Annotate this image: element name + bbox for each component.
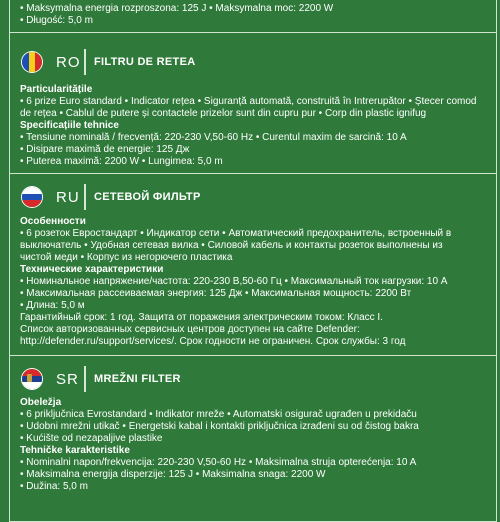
features-line-ro-1: • 6 prize Euro standard • Indicator rețea • Siguranță automată, construită în Intrerupător • Ștecer comod	[20, 96, 477, 107]
top-line-1: • Maksymalna energia rozproszona: 125 J • Maksymalna moc: 2200 W	[20, 3, 334, 14]
specs-heading-ro: Specificațiile tehnice	[20, 120, 119, 131]
specs-line-ru-1: • Номинальное напряжение/частота: 220-230 В,50-60 Гц • Максимальный ток нагрузки: 10 А	[20, 276, 448, 287]
top-line-2: • Długość: 5,0 m	[20, 15, 93, 26]
specs-line-ro-1: • Tensiune nominală / frecvență: 220-230 V,50-60 Hz • Curentul maxim de sarcină: 10 A	[20, 132, 407, 143]
specs-line-sr-1: • Nominalni napon/frekvencija: 220-230 V,50-60 Hz • Maksimalna struja opterećenja: 10 A	[20, 457, 417, 468]
section-rule-top	[9, 32, 496, 33]
language-code-ro: RO	[56, 53, 81, 71]
features-line-sr-2: • Udobni mrežni utikač • Energetski kabal i kontakti priključnica izrađeni su od čistog bakra	[20, 421, 419, 432]
features-line-ro-2: de rețea • Cablul de putere și contactele prizelor sunt din cupru pur • Corp din plastic ignifug	[20, 108, 427, 119]
warranty-line-ru-3: http://defender.ru/support/services/. Срок годности не ограничен. Срок службы: 3 год	[20, 336, 406, 347]
specs-line-ru-2: • Максимальная рассеиваемая энергия: 125 Дж • Максимальная мощность: 2200 Вт	[20, 288, 412, 299]
section-rule-ru	[9, 355, 496, 356]
flag-ro-icon	[22, 52, 42, 72]
section-title-ru: СЕТЕВОЙ ФИЛЬТР	[94, 191, 201, 203]
language-code-ru: RU	[56, 188, 80, 206]
features-line-ru-1: • 6 розеток Евростандарт • Индикатор сети • Автоматический предохранитель, встроенный в	[20, 228, 452, 239]
specs-line-sr-2: • Maksimalna energija disperzije: 125 J • Maksimalna snaga: 2200 W	[20, 469, 326, 480]
specs-line-sr-3: • Dužina: 5,0 m	[20, 481, 88, 492]
language-badge-sr	[22, 366, 104, 392]
features-line-ru-2: выключатель • Удобная сетевая вилка • Силовой кабель и контакты розеток выполнены из	[20, 240, 443, 251]
specs-line-ro-3: • Puterea maximă: 2200 W • Lungimea: 5,0 m	[20, 156, 223, 167]
features-line-ru-3: чистой меди • Корпус из негорючего пластика	[20, 252, 233, 263]
flag-sr-icon	[22, 369, 42, 389]
warranty-line-ru-2: Список авторизованных сервисных центров доступен на сайте Defender:	[20, 324, 360, 335]
language-badge-ru	[22, 184, 104, 210]
header-divider-sr	[84, 366, 86, 392]
section-title-ro: FILTRU DE RETEA	[94, 56, 196, 68]
features-heading-ru: Особенности	[20, 216, 86, 227]
features-line-sr-3: • Kućište od nezapaljive plastike	[20, 433, 163, 444]
specs-line-ru-3: • Длина: 5,0 м	[20, 300, 85, 311]
specs-heading-sr: Tehničke karakteristike	[20, 445, 130, 456]
features-heading-sr: Obeležja	[20, 397, 62, 408]
language-badge-ro	[22, 49, 104, 75]
warranty-line-ru-1: Гарантийный срок: 1 год. Защита от поражения электрическим током: Класс I.	[20, 312, 383, 323]
language-code-sr: SR	[56, 370, 79, 388]
features-line-sr-1: • 6 priključnica Evrostandard • Indikator mreže • Automatski osigurač ugrađen u prekidaču	[20, 409, 417, 420]
section-rule-ro	[9, 173, 496, 174]
specs-line-ro-2: • Disipare maximă de energie: 125 Дж	[20, 144, 190, 155]
specs-heading-ru: Технические характеристики	[20, 264, 164, 275]
features-heading-ro: Particularitățile	[20, 84, 93, 95]
header-divider-ru	[84, 184, 86, 210]
header-divider-ro	[84, 49, 86, 75]
section-title-sr: MREŽNI FILTER	[94, 373, 181, 385]
flag-ru-icon	[22, 187, 42, 207]
